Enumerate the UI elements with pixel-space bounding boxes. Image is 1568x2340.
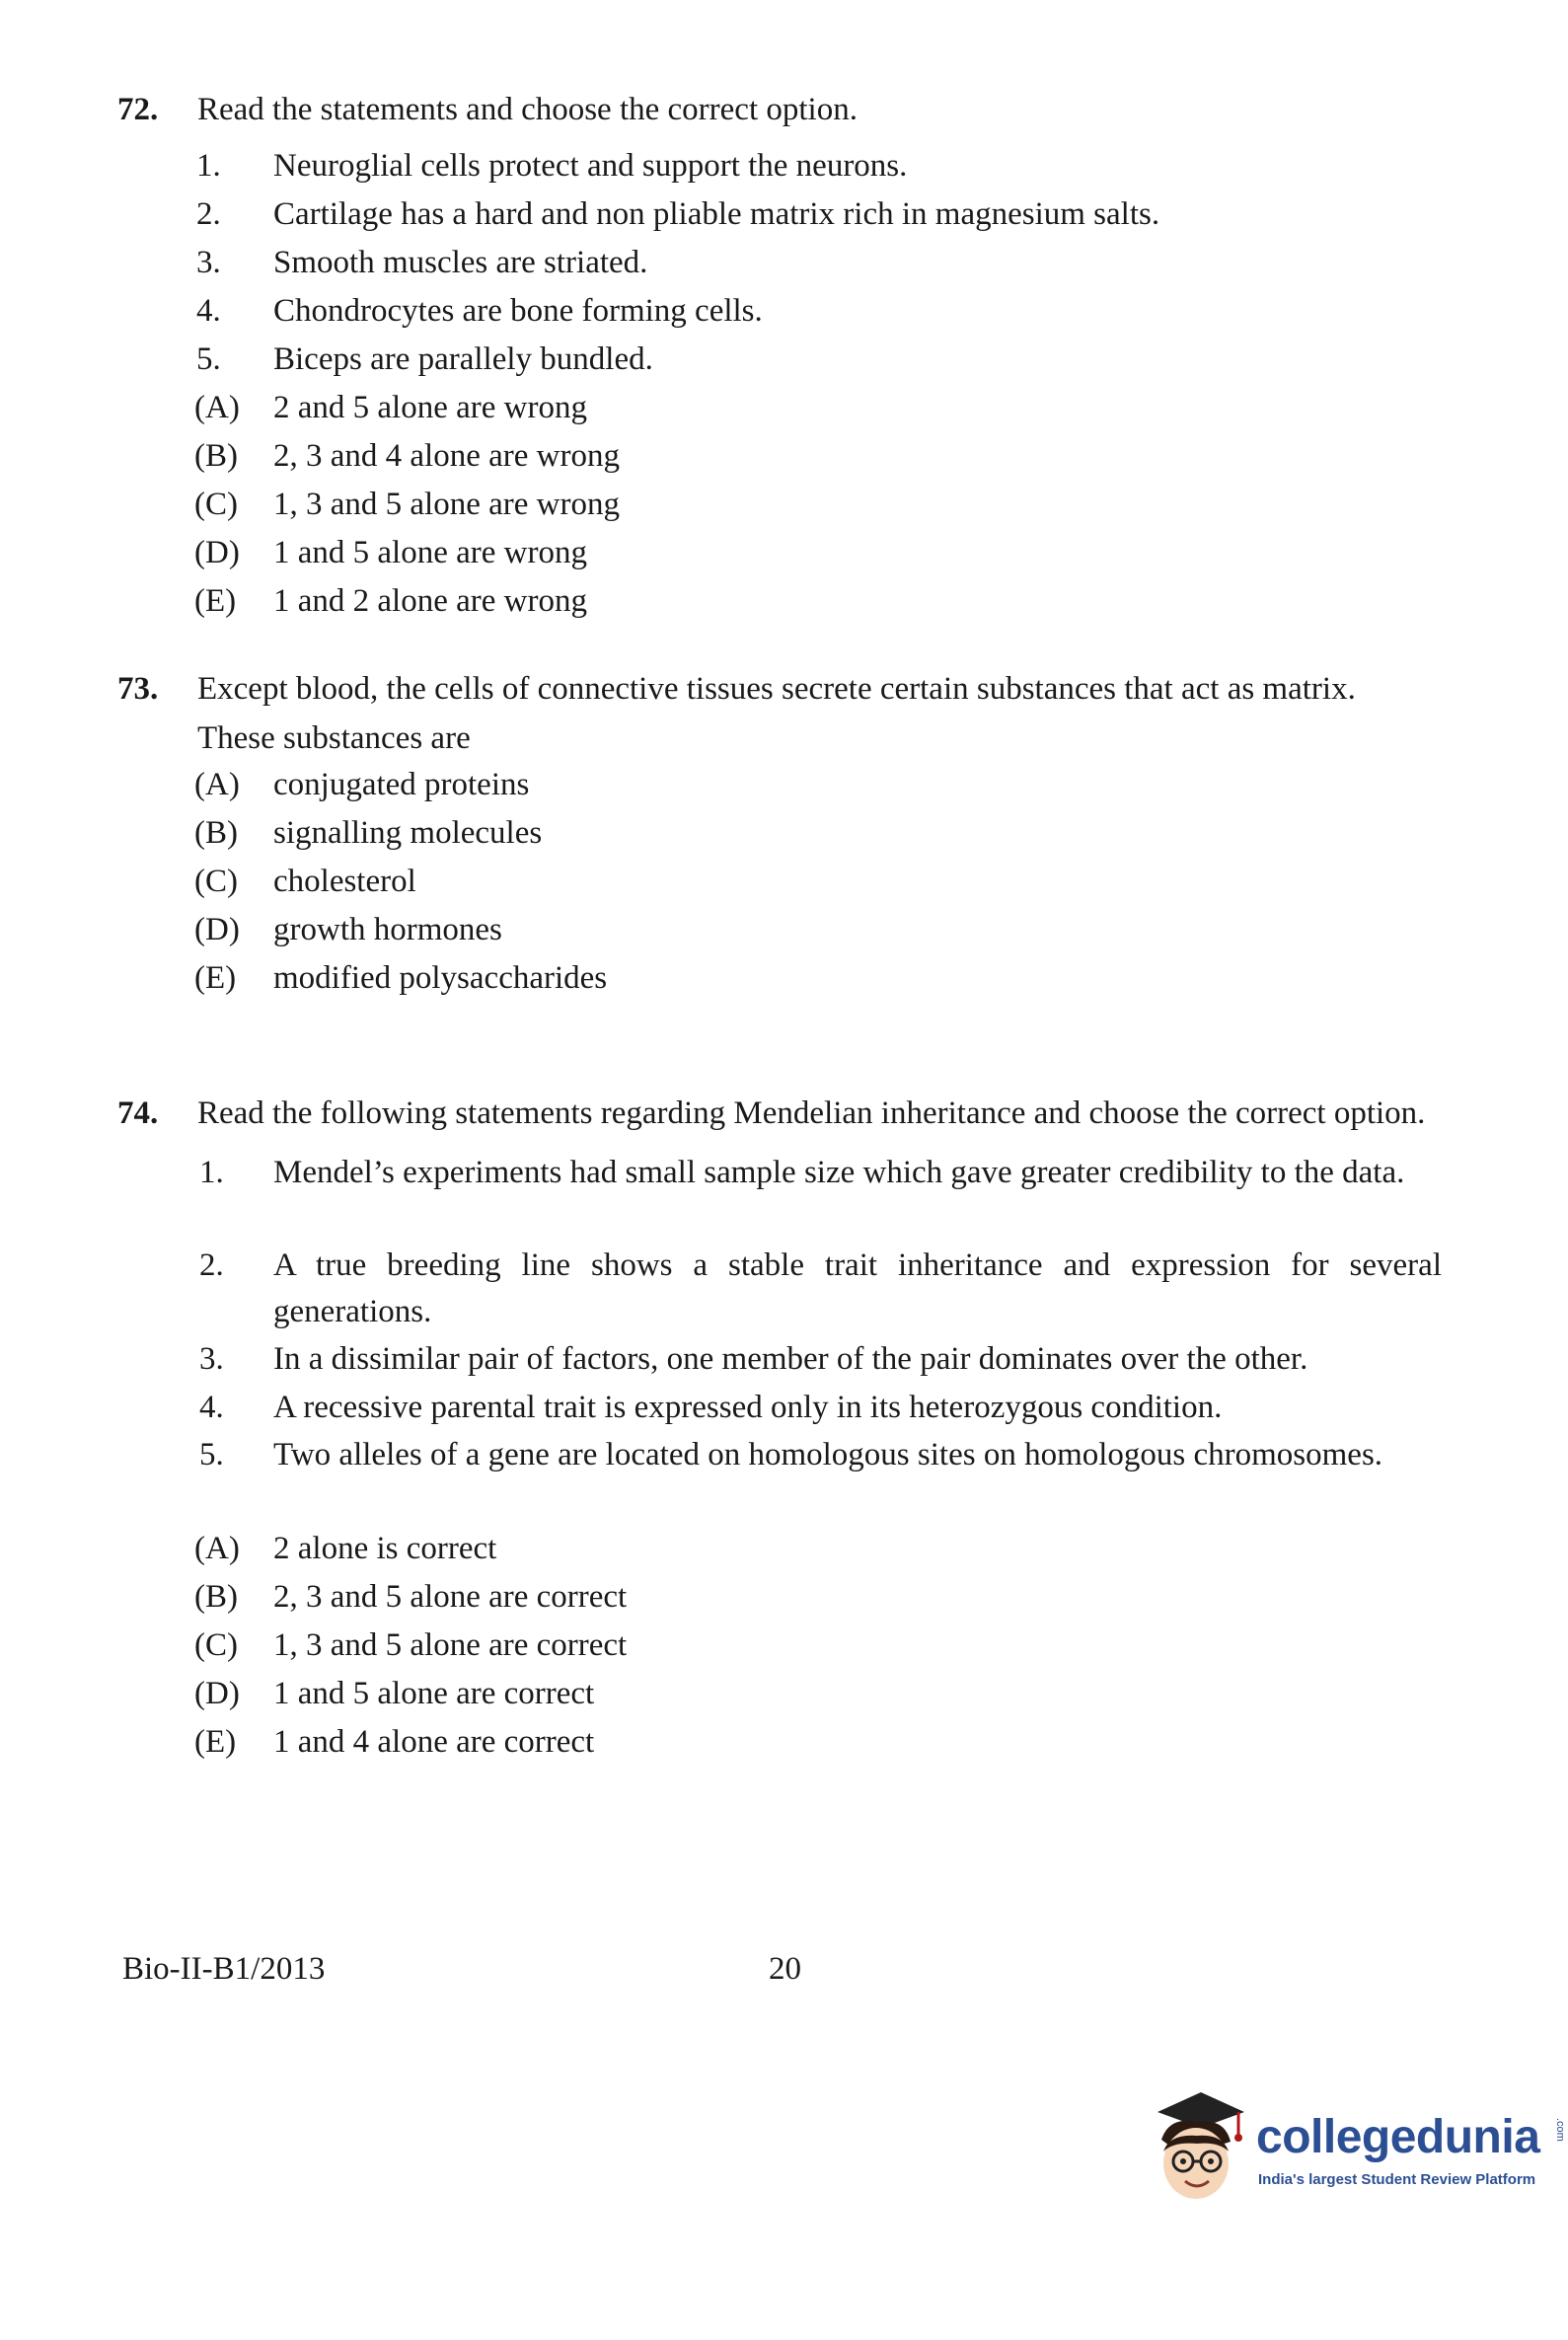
statement-text: Two alleles of a gene are located on homologous sites on homologous chromosomes.: [273, 1437, 1383, 1472]
option-c: [117, 481, 1440, 529]
statement-text: Cartilage has a hard and non pliable matrix rich in magnesium salts.: [273, 196, 1160, 232]
option-label: (E): [194, 1724, 237, 1760]
option-label: (B): [194, 438, 238, 474]
statement: [117, 287, 1440, 336]
option-label: (D): [194, 912, 240, 947]
logo-wordmark: collegedunia: [1256, 2111, 1540, 2163]
option-label: (C): [194, 487, 238, 522]
statement: [117, 142, 1440, 190]
statement-text: Chondrocytes are bone forming cells.: [273, 293, 763, 329]
option-label: (D): [194, 1676, 240, 1711]
statement-number: 5.: [199, 1437, 224, 1472]
statement: [117, 1432, 1440, 1525]
option-text: 1, 3 and 5 alone are wrong: [273, 487, 620, 522]
option-b: [117, 1573, 1440, 1622]
question-text: Read the statements and choose the correct option.: [197, 92, 858, 127]
option-label: (C): [194, 864, 238, 899]
option-text: 2, 3 and 4 alone are wrong: [273, 438, 620, 474]
option-e: [117, 954, 1440, 1003]
question-substem: These substances are: [197, 720, 471, 756]
question-74: [117, 1087, 1440, 1767]
question-number: 73.: [117, 671, 159, 707]
statement: [117, 190, 1440, 239]
statement-number: 3.: [196, 245, 221, 280]
option-e: [117, 577, 1440, 626]
statement-number: 4.: [196, 293, 221, 329]
option-text: 1, 3 and 5 alone are correct: [273, 1627, 628, 1663]
option-d: [117, 906, 1440, 954]
student-mascot-icon: [1140, 2082, 1248, 2211]
option-label: (A): [194, 390, 240, 425]
option-b: [117, 432, 1440, 481]
option-text: 2 and 5 alone are wrong: [273, 390, 587, 425]
statement-text: Biceps are parallely bundled.: [273, 341, 653, 377]
option-label: (D): [194, 535, 240, 570]
option-label: (A): [194, 1531, 240, 1566]
question-text: Except blood, the cells of connective tissues secrete certain substances that act as matrix.: [197, 671, 1356, 707]
statement: [117, 1150, 1440, 1243]
option-a: [117, 761, 1440, 809]
option-d: [117, 1670, 1440, 1718]
option-label: (E): [194, 960, 237, 996]
question-72: [117, 83, 1440, 626]
option-d: [117, 529, 1440, 577]
option-e: [117, 1718, 1440, 1767]
statement: [117, 336, 1440, 384]
statement-number: 2.: [196, 196, 221, 232]
option-text: 2 alone is correct: [273, 1531, 497, 1566]
option-text: modified polysaccharides: [273, 960, 608, 996]
statement-text: In a dissimilar pair of factors, one member of the pair dominates over the other.: [273, 1341, 1308, 1377]
option-c: [117, 858, 1440, 906]
question-number: 74.: [117, 1095, 159, 1131]
statement-number: 5.: [196, 341, 221, 377]
footer-code: Bio-II-B1/2013: [122, 1951, 326, 1987]
option-text: 1 and 4 alone are correct: [273, 1724, 595, 1760]
statement-number: 3.: [199, 1341, 224, 1377]
statement-text: A recessive parental trait is expressed only in its heterozygous condition.: [273, 1390, 1223, 1425]
option-c: [117, 1622, 1440, 1670]
option-label: (B): [194, 1579, 238, 1615]
option-a: [117, 1525, 1440, 1573]
statement: [117, 1384, 1440, 1432]
statement-text: Mendel’s experiments had small sample size which gave greater credibility to the data.: [273, 1155, 1405, 1190]
option-text: 1 and 2 alone are wrong: [273, 583, 587, 619]
option-label: (B): [194, 815, 238, 851]
option-text: cholesterol: [273, 864, 416, 899]
logo-tagline: India's largest Student Review Platform: [1258, 2171, 1536, 2188]
option-label: (E): [194, 583, 237, 619]
option-b: [117, 809, 1440, 858]
statement-number: 1.: [199, 1155, 224, 1190]
statement: [117, 239, 1440, 287]
option-label: (A): [194, 767, 240, 802]
option-text: 1 and 5 alone are wrong: [273, 535, 587, 570]
option-a: [117, 384, 1440, 432]
option-label: (C): [194, 1627, 238, 1663]
statement-number: 1.: [196, 148, 221, 184]
question-73: [117, 662, 1440, 1003]
collegedunia-logo: [1140, 2082, 1564, 2211]
statement: [117, 1335, 1440, 1384]
statement-number: 2.: [199, 1247, 224, 1283]
option-text: signalling molecules: [273, 815, 543, 851]
question-number: 72.: [117, 92, 159, 127]
logo-domain-suffix: .com: [1554, 2118, 1566, 2142]
question-stem: [117, 1087, 1440, 1140]
option-text: 1 and 5 alone are correct: [273, 1676, 595, 1711]
question-stem: [117, 662, 1440, 716]
question-stem: [117, 83, 1440, 136]
statement-text: Neuroglial cells protect and support the neurons.: [273, 148, 908, 184]
statement-text: Smooth muscles are striated.: [273, 245, 648, 280]
statement-text: A true breeding line shows a stable trait inheritance and expression for several generations.: [273, 1247, 1442, 1329]
option-text: 2, 3 and 5 alone are correct: [273, 1579, 628, 1615]
page-number: 20: [769, 1951, 801, 1987]
option-text: conjugated proteins: [273, 767, 530, 802]
question-text: Read the following statements regarding Mendelian inheritance and choose the correct option.: [197, 1095, 1426, 1131]
option-text: growth hormones: [273, 912, 502, 947]
statement: [117, 1243, 1440, 1335]
statement-number: 4.: [199, 1390, 224, 1425]
